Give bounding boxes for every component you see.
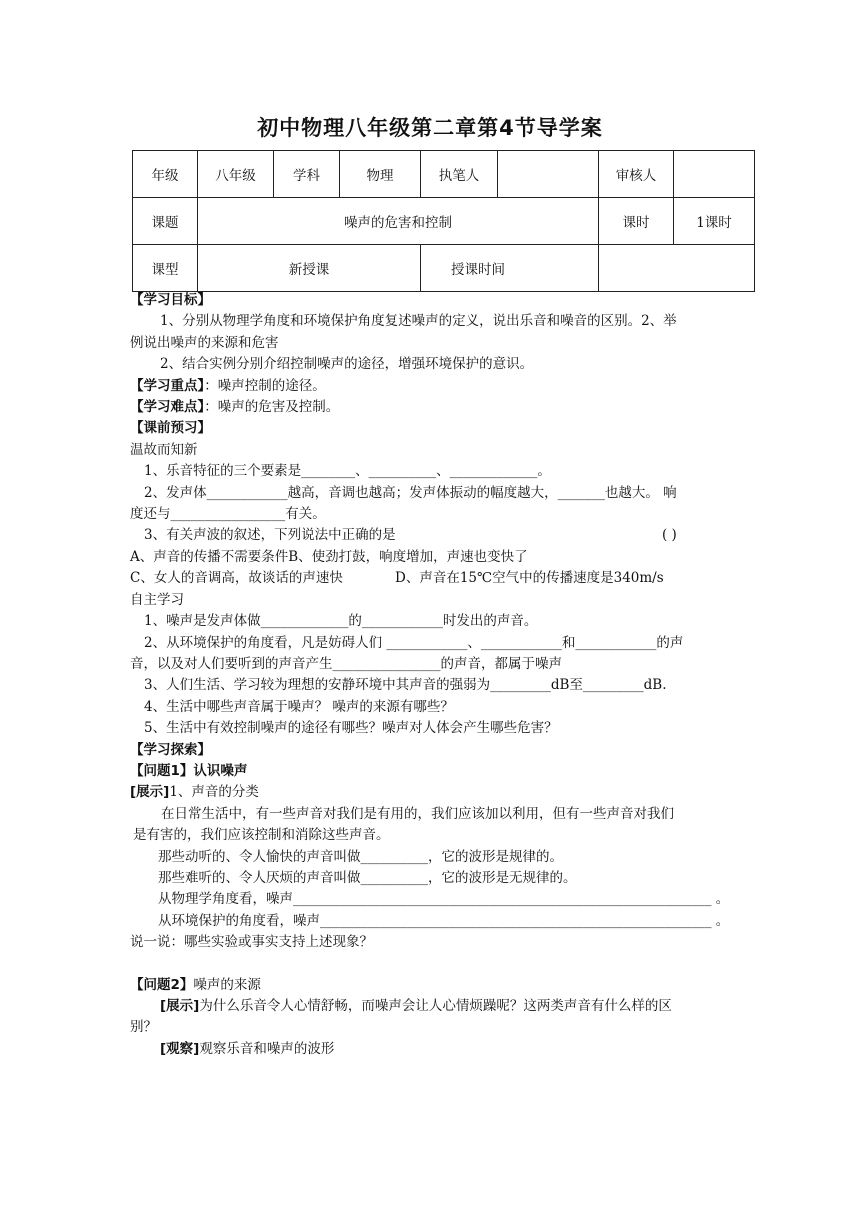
key-point-line (130, 376, 735, 397)
show-1-line (130, 782, 735, 803)
options-row-ab (130, 547, 735, 568)
period-label: 课时 (599, 198, 674, 245)
problem-2-tag: 【问题2】 (130, 976, 194, 993)
preview-question-3-text: 3、有关声波的叙述，下列说法中正确的是 (144, 527, 396, 544)
class-time-label: 授课时间 (421, 245, 599, 292)
show-2-line-1 (130, 996, 735, 1017)
options-row-cd (130, 568, 735, 589)
option-c: C、女人的音调高，故谈话的声速快 (130, 570, 343, 587)
observe-text: 观察乐音和噪声的波形 (199, 1040, 335, 1057)
reviewer-label: 审核人 (599, 151, 674, 198)
self-study-question-2-line-2: 音，以及对人们要听到的声音产生________________的声音，都属于噪声 (130, 655, 562, 672)
page-title: 初中物理八年级第二章第4节导学案 (257, 116, 603, 140)
option-d: D、声音在15℃空气中的传播速度是340m/s (395, 570, 664, 587)
difficulty-heading: 【学习难点】 (130, 399, 205, 416)
difficulty-text: ：噪声的危害及控制。 (204, 399, 340, 416)
observe-line (130, 1039, 735, 1060)
author-value (498, 151, 599, 198)
key-point-text: ：噪声控制的途径。 (204, 377, 326, 394)
talk-line: 说一说：哪些实验或事实支持上述现象？ (130, 934, 373, 951)
lesson-type-value: 新授课 (198, 245, 421, 292)
show-2-line-2: 别？ (130, 1019, 157, 1036)
lesson-type-label: 课型 (133, 245, 198, 292)
show-2-tag: [展示] (160, 998, 200, 1014)
self-study-question-2-line-1: 2、从环境保护的角度看，凡是妨碍人们 ____________、____________和____________的声 (144, 634, 684, 651)
music-definition-line: 那些动听的、令人愉快的声音叫做__________，它的波形是规律的。 (158, 848, 563, 865)
paragraph-1-line-2: 是有害的，我们应该控制和消除这些声音。 (133, 827, 390, 844)
review-title: 温故而知新 (130, 441, 198, 458)
period-value: 1课时 (674, 198, 755, 245)
table-row (133, 198, 755, 245)
answer-parentheses: ( ) (662, 527, 677, 544)
self-study-question-3: 3、人们生活、学习较为理想的安静环境中其声音的强弱为_________dB至_________dB. (144, 677, 667, 694)
spacer (130, 954, 735, 975)
key-point-heading: 【学习重点】 (130, 377, 205, 394)
observe-tag: [观察] (160, 1040, 200, 1057)
preview-question-2-line-1: 2、发声体____________越高，音调也越高；发声体振动的幅度越大，_______也越大。 响 (144, 484, 677, 501)
self-study-question-5: 5、生活中有效控制噪声的途径有哪些？噪声对人体会产生哪些危害？ (144, 720, 558, 737)
worksheet-body (130, 290, 735, 1060)
goal-item-1-line-2: 例说出噪声的来源和危害 (130, 334, 279, 351)
subject-label: 学科 (274, 151, 340, 198)
physics-definition-line: 从物理学角度看，噪声______________________________________________________________ 。 (158, 891, 730, 908)
paragraph-1-line-1: 在日常生活中，有一些声音对我们是有用的，我们应该加以利用，但有一些声音对我们 (161, 805, 674, 822)
self-study-title: 自主学习 (130, 591, 184, 608)
reviewer-value (674, 151, 755, 198)
difficulty-line (130, 397, 735, 418)
self-study-question-1: 1、噪声是发声体做_____________的____________时发出的声音。 (144, 613, 538, 630)
preview-question-1: 1、乐音特征的三个要素是________、__________、_____________。 (144, 463, 551, 480)
goal-item-2: 2、结合实例分别介绍控制噪声的途径，增强环境保护的意识。 (160, 356, 534, 373)
problem-1-heading: 【问题1】认识噪声 (130, 762, 248, 779)
class-time-value (599, 245, 755, 292)
show-2-text: 为什么乐音令人心情舒畅，而噪声会让人心情烦躁呢？这两类声音有什么样的区 (199, 998, 672, 1014)
explore-heading: 【学习探索】 (130, 741, 211, 758)
preview-question-3 (130, 525, 735, 546)
table-row (133, 245, 755, 292)
author-label: 执笔人 (421, 151, 498, 198)
option-a: A、声音的传播不需要条件 (130, 548, 289, 565)
goals-heading: 【学习目标】 (130, 292, 211, 308)
goal-item-1-line-1: 1、分别从物理学角度和环境保护角度复述噪声的定义，说出乐音和噪音的区别。2、举 (160, 313, 677, 330)
preview-question-2-line-2: 度还与_________________有关。 (130, 506, 326, 523)
option-b: B、使劲打鼓，响度增加，声速也变快了 (288, 548, 528, 565)
self-study-question-4: 4、生活中哪些声音属于噪声？ 噪声的来源有哪些？ (144, 698, 454, 715)
environment-definition-line: 从环境保护的角度看，噪声__________________________________________________________ 。 (158, 912, 730, 929)
problem-2-text: 噪声的来源 (193, 976, 261, 993)
problem-2-line (130, 975, 735, 996)
preview-heading: 【课前预习】 (130, 420, 211, 437)
grade-value: 八年级 (198, 151, 274, 198)
subject-value: 物理 (340, 151, 421, 198)
grade-label: 年级 (133, 151, 198, 198)
noise-definition-line: 那些难听的、令人厌烦的声音叫做__________，它的波形是无规律的。 (158, 869, 577, 886)
show-1-text: 1、声音的分类 (169, 784, 259, 801)
topic-label: 课题 (133, 198, 198, 245)
topic-value: 噪声的危害和控制 (198, 198, 599, 245)
show-1-tag: [展示] (130, 784, 170, 801)
info-table (132, 150, 755, 292)
table-row (133, 151, 755, 198)
